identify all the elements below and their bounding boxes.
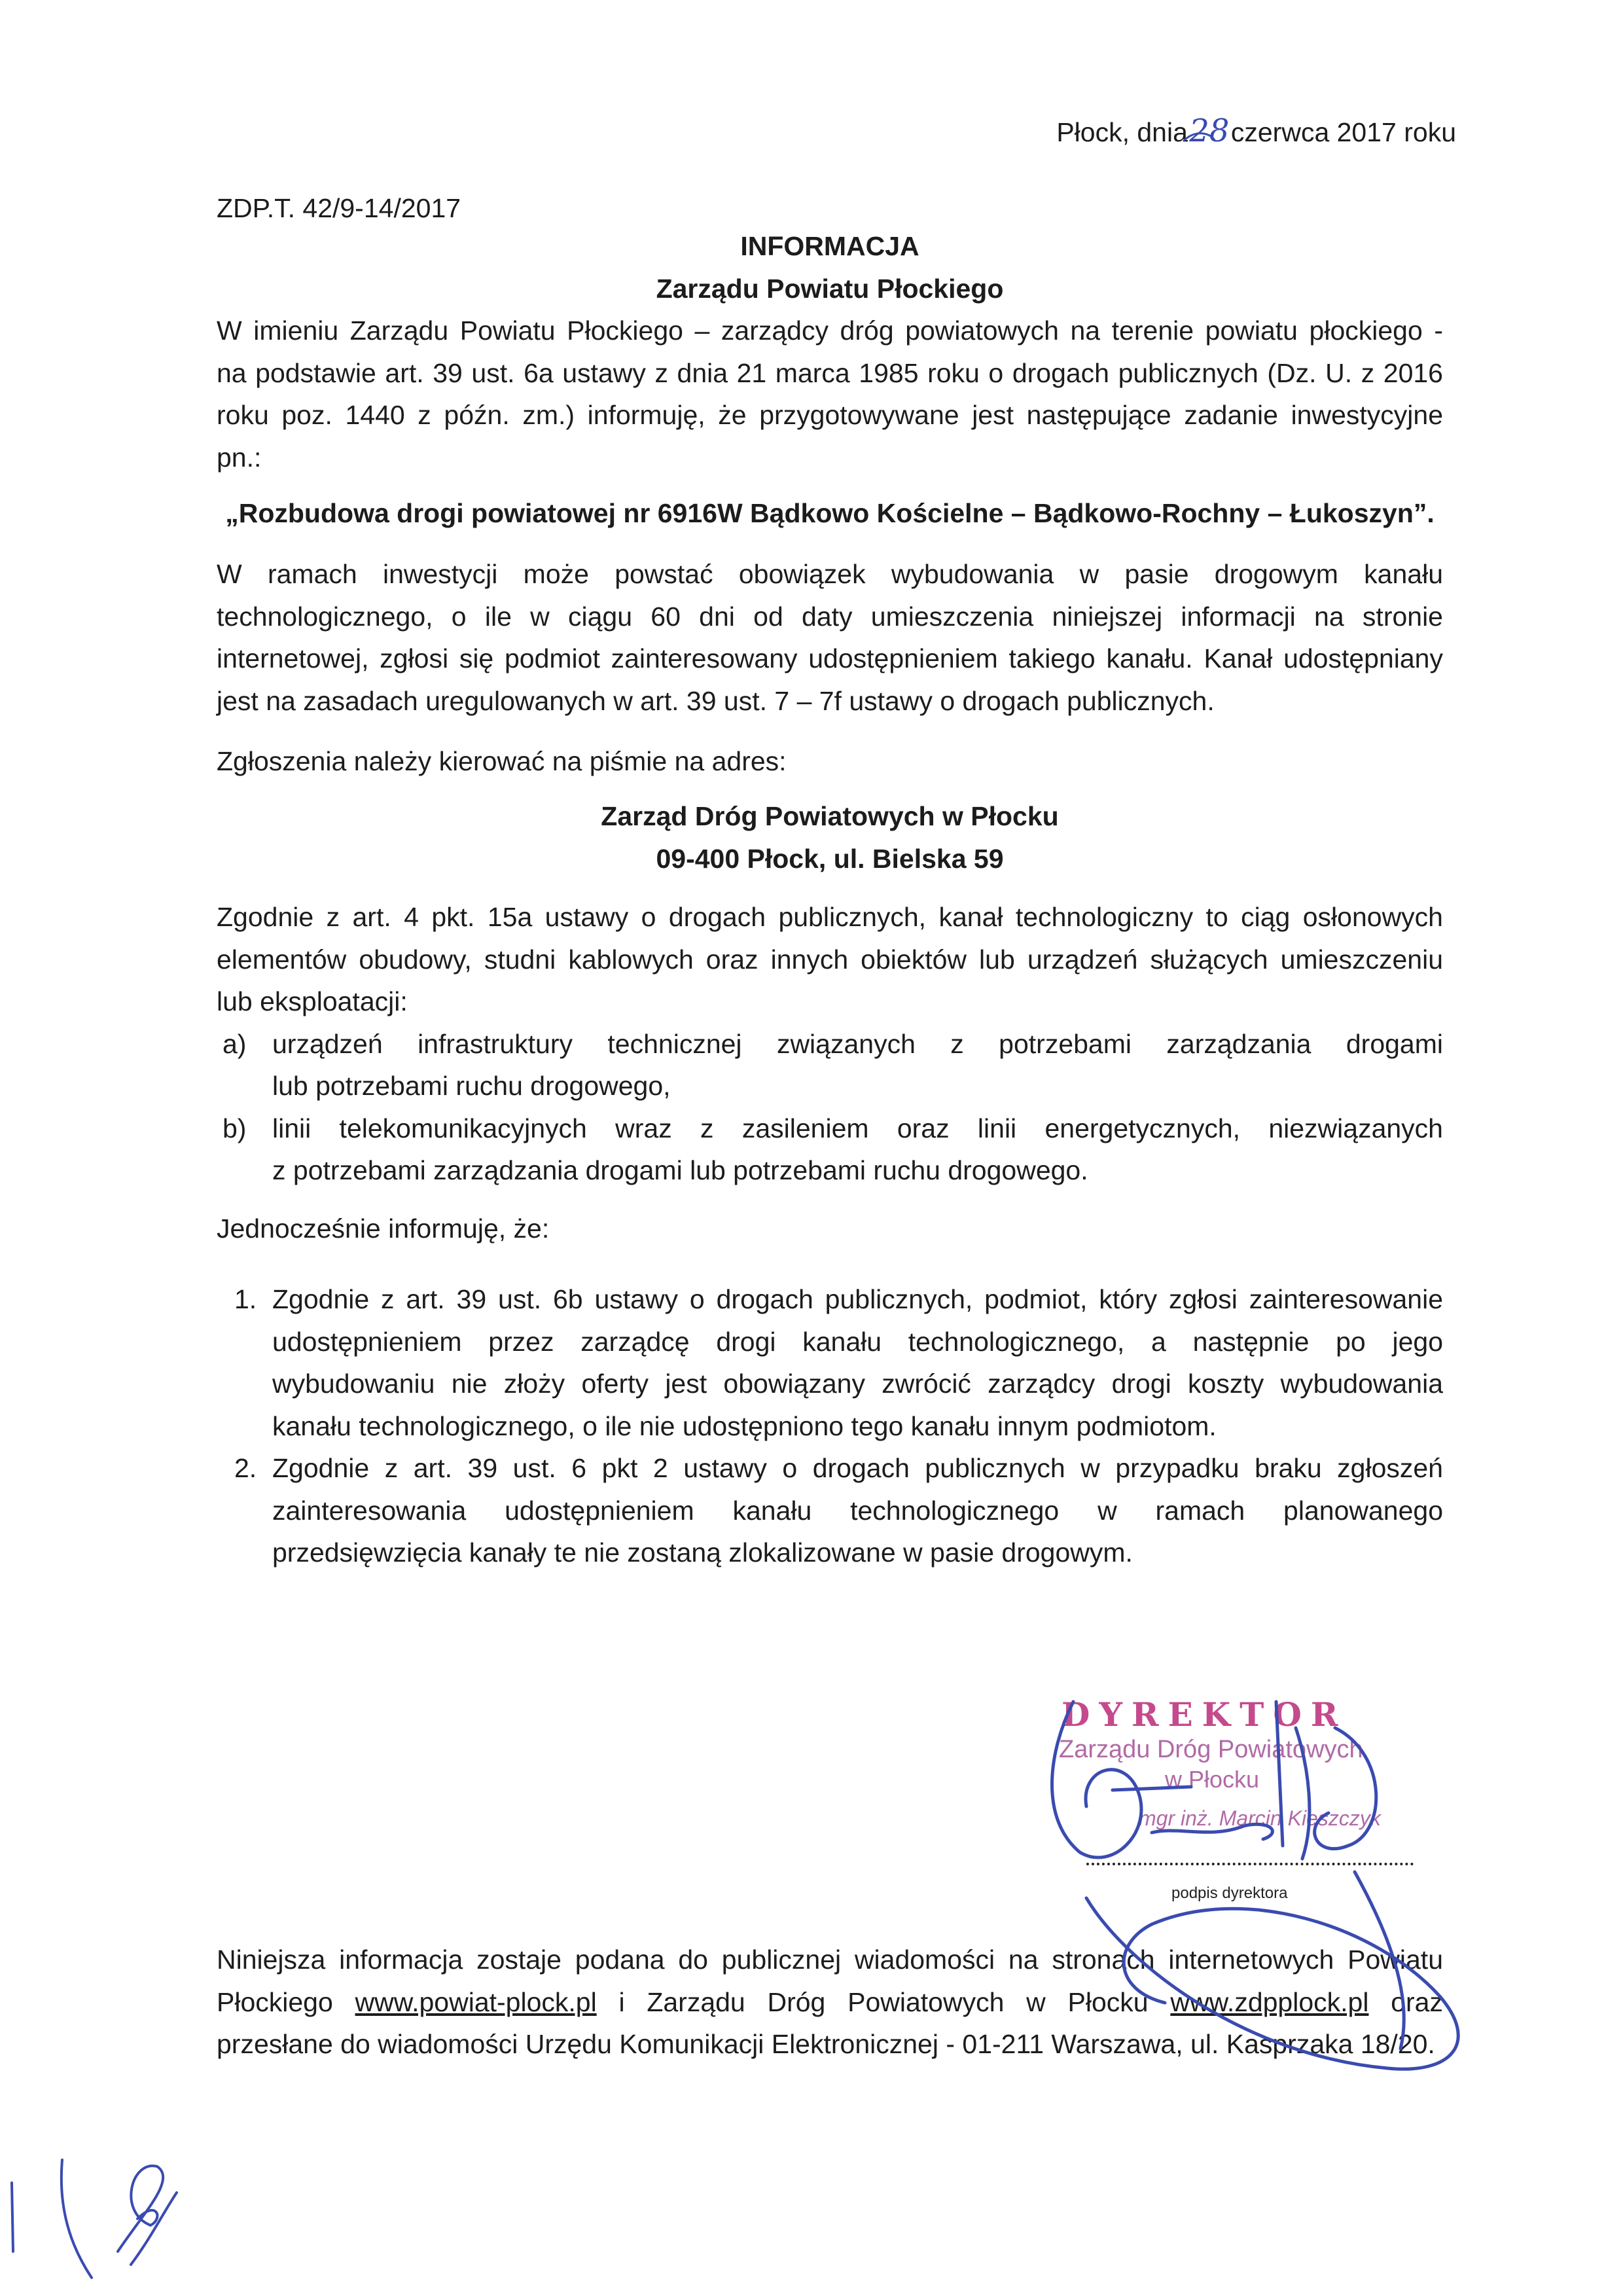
definition-item-a-line-1: urządzeń infrastruktury technicznej związanych z potrzebami zarządzania drogami — [272, 1029, 1443, 1059]
definition-item-a-line-2: lub potrzebami ruchu drogowego, — [272, 1071, 671, 1101]
numbered-item-1-line-1: Zgodnie z art. 39 ust. 6b ustawy o drogach publicznych, podmiot, który zgłosi zainteresowanie — [272, 1284, 1443, 1314]
numbered-item-1-line-4: kanału technologicznego, o ile nie udostępniono tego kanału innym podmiotom. — [272, 1411, 1217, 1441]
stamp-name: mgr inż. Marcin Kieszczyk — [1139, 1806, 1381, 1830]
address-name: Zarząd Dróg Powiatowych w Płocku — [601, 801, 1059, 831]
intro-line-2: na podstawie art. 39 ust. 6a ustawy z dnia 21 marca 1985 roku o drogach publicznych (Dz. U. z 2016 — [217, 358, 1443, 388]
stamp-title: DYREKTOR — [1061, 1695, 1347, 1734]
project-name: „Rozbudowa drogi powiatowej nr 6916W Bądkowo Kościelne – Bądkowo-Rochny – Łukoszyn”. — [225, 498, 1435, 528]
list-marker-b: b) — [223, 1113, 247, 1143]
footer-line-2-middle: i Zarządu Dróg Powiatowych w Płocku — [618, 1987, 1149, 2017]
channel-line-2: technologicznego, o ile w ciągu 60 dni od daty umieszczenia niniejszej informacji na stronie — [217, 601, 1443, 632]
definition-line-2: elementów obudowy, studni kablowych oraz innych obiektów lub urządzeń służących umieszczeniu — [217, 944, 1443, 975]
place-date-suffix: czerwca 2017 roku — [1230, 117, 1456, 147]
stamp-city: w Płocku — [1165, 1766, 1260, 1793]
numbered-item-2-line-1: Zgodnie z art. 39 ust. 6 pkt 2 ustawy o drogach publicznych w przypadku braku zgłoszeń — [272, 1453, 1443, 1483]
powiat-website-link[interactable]: www.powiat-plock.pl — [355, 1987, 597, 2017]
numbered-item-2-line-3: przedsięwzięcia kanały te nie zostaną zlokalizowane w pasie drogowym. — [272, 1537, 1133, 1568]
footer-line-1: Niniejsza informacja zostaje podana do publicznej wiadomości na stronach internetowych Powiatu — [217, 1945, 1443, 1975]
definition-line-1: Zgodnie z art. 4 pkt. 15a ustawy o drogach publicznych, kanał technologiczny to ciąg osłonowych — [217, 902, 1443, 932]
signature-line — [1086, 1863, 1414, 1865]
numbered-marker-2: 2. — [234, 1453, 257, 1483]
document-title: INFORMACJA — [740, 231, 919, 261]
intro-line-4: pn.: — [217, 442, 262, 473]
definition-item-b-line-1: linii telekomunikacyjnych wraz z zasileniem oraz linii energetycznych, niezwiązanych — [272, 1113, 1443, 1143]
numbered-item-2-line-2: zainteresowania udostępnieniem kanału technologicznego w ramach planowanego — [272, 1496, 1443, 1526]
numbered-item-1-line-3: wybudowaniu nie złoży oferty jest obowiązany zwrócić zarządcy drogi koszty wybudowania — [272, 1369, 1443, 1399]
footer-line-2-end: oraz — [1391, 1987, 1443, 2017]
also-inform: Jednocześnie informuję, że: — [217, 1213, 550, 1244]
footer-line-3: przesłane do wiadomości Urzędu Komunikacji Elektronicznej - 01-211 Warszawa, ul. Kasprzaka 18/20. — [217, 2029, 1435, 2059]
numbered-marker-1: 1. — [234, 1284, 257, 1314]
place-date — [1056, 110, 1456, 154]
channel-line-1: W ramach inwestycji może powstać obowiązek wybudowania w pasie drogowym kanału — [217, 559, 1443, 589]
document-subtitle: Zarządu Powiatu Płockiego — [656, 274, 1004, 304]
place-date-prefix: Płock, dnia — [1056, 117, 1188, 147]
list-marker-a: a) — [223, 1029, 247, 1059]
handwritten-day: 28 — [1189, 113, 1230, 149]
channel-line-3: internetowej, zgłosi się podmiot zainteresowany udostępnieniem takiego kanału. Kanał udostępniany — [217, 643, 1443, 673]
intro-line-3: roku poz. 1440 z późn. zm.) informuję, że przygotowywane jest następujące zadanie inwestycyjne — [217, 400, 1443, 430]
zdp-website-link[interactable]: www.zdpplock.pl — [1170, 1987, 1369, 2017]
channel-line-4: jest na zasadach uregulowanych w art. 39 ust. 7 – 7f ustawy o drogach publicznych. — [217, 686, 1215, 716]
definition-line-3: lub eksploatacji: — [217, 986, 408, 1016]
signature-caption: podpis dyrektora — [1171, 1884, 1288, 1902]
footer-line-2-start: Płockiego — [217, 1987, 333, 2017]
intro-line-1: W imieniu Zarządu Powiatu Płockiego – zarządcy dróg powiatowych na terenie powiatu płockiego - — [217, 315, 1443, 346]
case-reference: ZDP.T. 42/9-14/2017 — [217, 193, 461, 223]
footer-line-2 — [217, 1981, 1443, 2024]
definition-item-b-line-2: z potrzebami zarządzania drogami lub potrzebami ruchu drogowego. — [272, 1155, 1088, 1185]
submissions-intro: Zgłoszenia należy kierować na piśmie na adres: — [217, 746, 787, 776]
numbered-item-1-line-2: udostępnieniem przez zarządcę drogi kanału technologicznego, a następnie po jego — [272, 1327, 1443, 1357]
director-stamp — [1047, 1695, 1414, 1892]
stamp-office: Zarządu Dróg Powiatowych — [1059, 1736, 1363, 1763]
address-street: 09-400 Płock, ul. Bielska 59 — [656, 844, 1004, 874]
initials-icon — [12, 2160, 177, 2278]
